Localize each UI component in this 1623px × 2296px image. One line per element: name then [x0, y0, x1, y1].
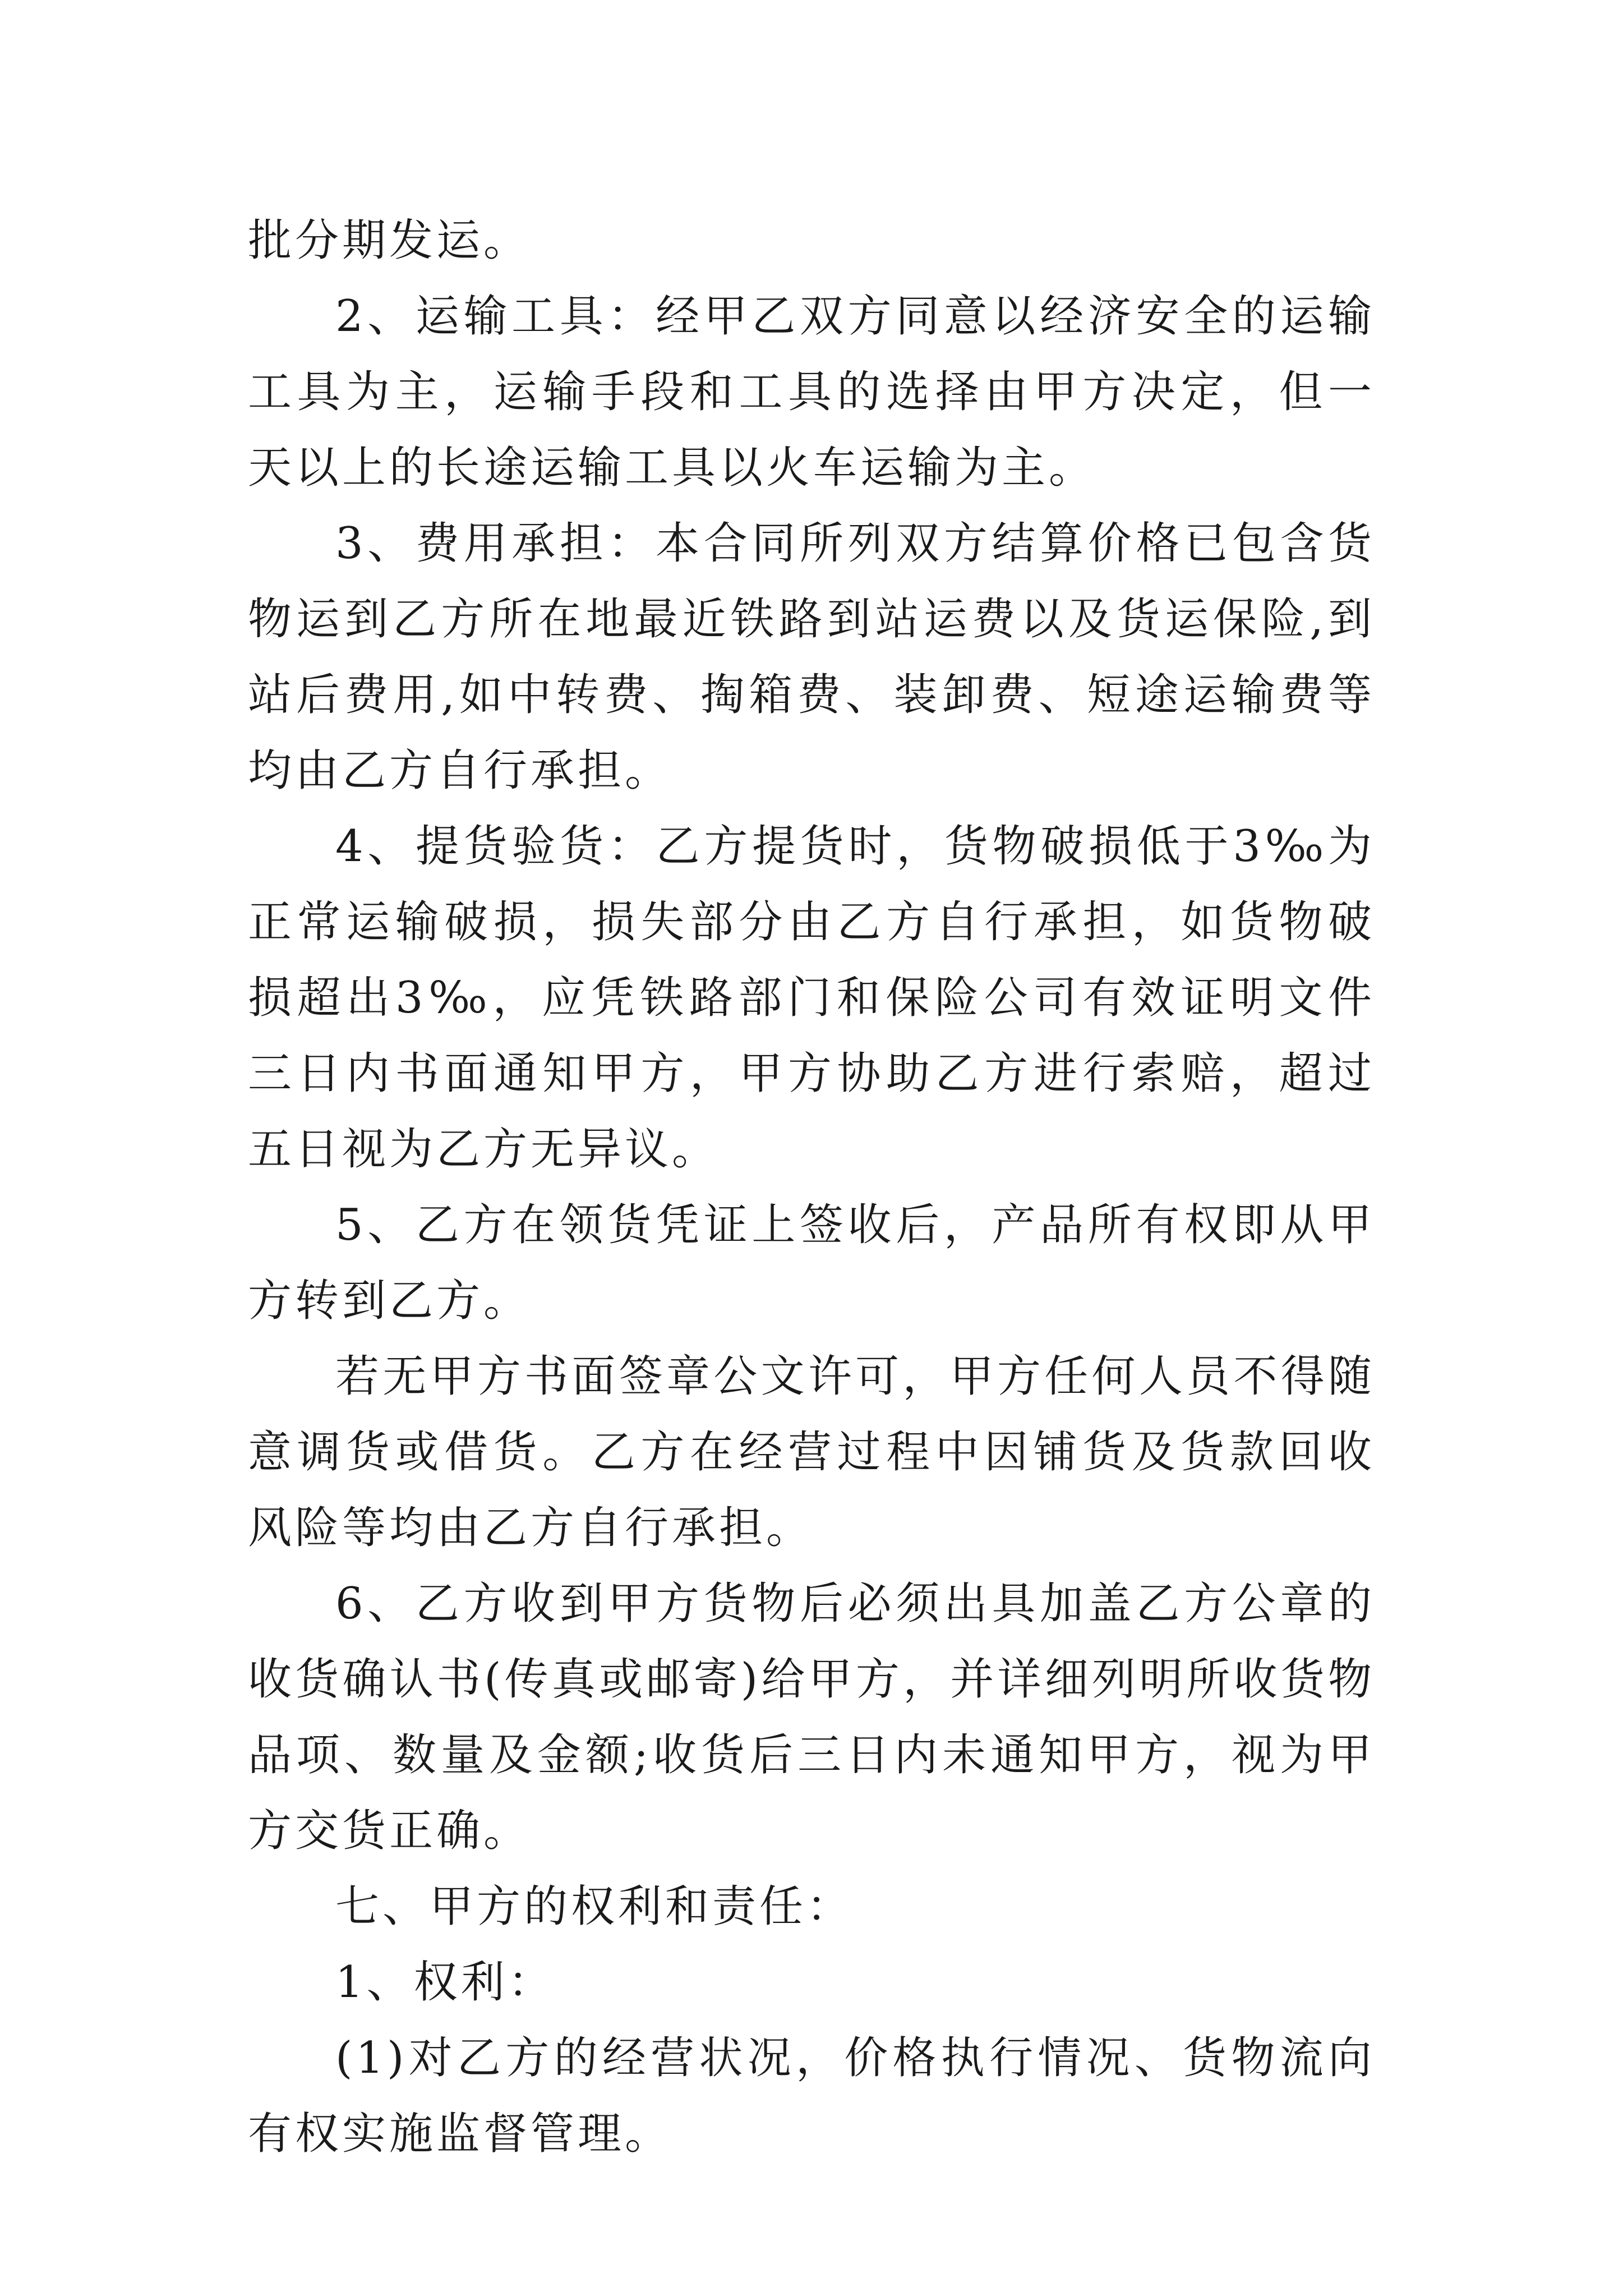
paragraph-permission: 若无甲方书面签章公文许可，甲方任何人员不得随意调货或借货。乙方在经营过程中因铺货及货款回收风险等均由乙方自行承担。	[248, 1351, 1375, 1553]
document-body	[248, 203, 1375, 2172]
paragraph-continuation: 批分期发运。	[248, 215, 531, 266]
paragraph-inspection: 4、提货验货：乙方提货时，货物破损低于3‰为正常运输破损，损失部分由乙方自行承担，如货物破损超出3‰，应凭铁路部门和保险公司有效证明文件三日内书面通知甲方，甲方协助乙方进行索赔，超过五日视为乙方无异议。	[248, 821, 1375, 1175]
paragraph-cost-bearing: 3、费用承担：本合同所列双方结算价格已包含货物运到乙方所在地最近铁路到站运费以及货运保险,到站后费用,如中转费、掏箱费、装卸费、短途运输费等均由乙方自行承担。	[248, 518, 1375, 796]
paragraph-transport-tools: 2、运输工具：经甲乙双方同意以经济安全的运输工具为主，运输手段和工具的选择由甲方决定，但一天以上的长途运输工具以火车运输为主。	[248, 291, 1375, 493]
section-heading-party-a-rights: 七、甲方的权利和责任：	[335, 1881, 854, 1932]
paragraph-receipt-confirmation: 6、乙方收到甲方货物后必须出具加盖乙方公章的收货确认书(传真或邮寄)给甲方，并详细列明所收货物品项、数量及金额;收货后三日内未通知甲方，视为甲方交货正确。	[248, 1579, 1375, 1856]
subheading-rights: 1、权利：	[335, 1957, 555, 2008]
paragraph-supervision: (1)对乙方的经营状况，价格执行情况、货物流向有权实施监督管理。	[248, 2033, 1375, 2159]
paragraph-ownership-transfer: 5、乙方在领货凭证上签收后，产品所有权即从甲方转到乙方。	[248, 1200, 1375, 1326]
